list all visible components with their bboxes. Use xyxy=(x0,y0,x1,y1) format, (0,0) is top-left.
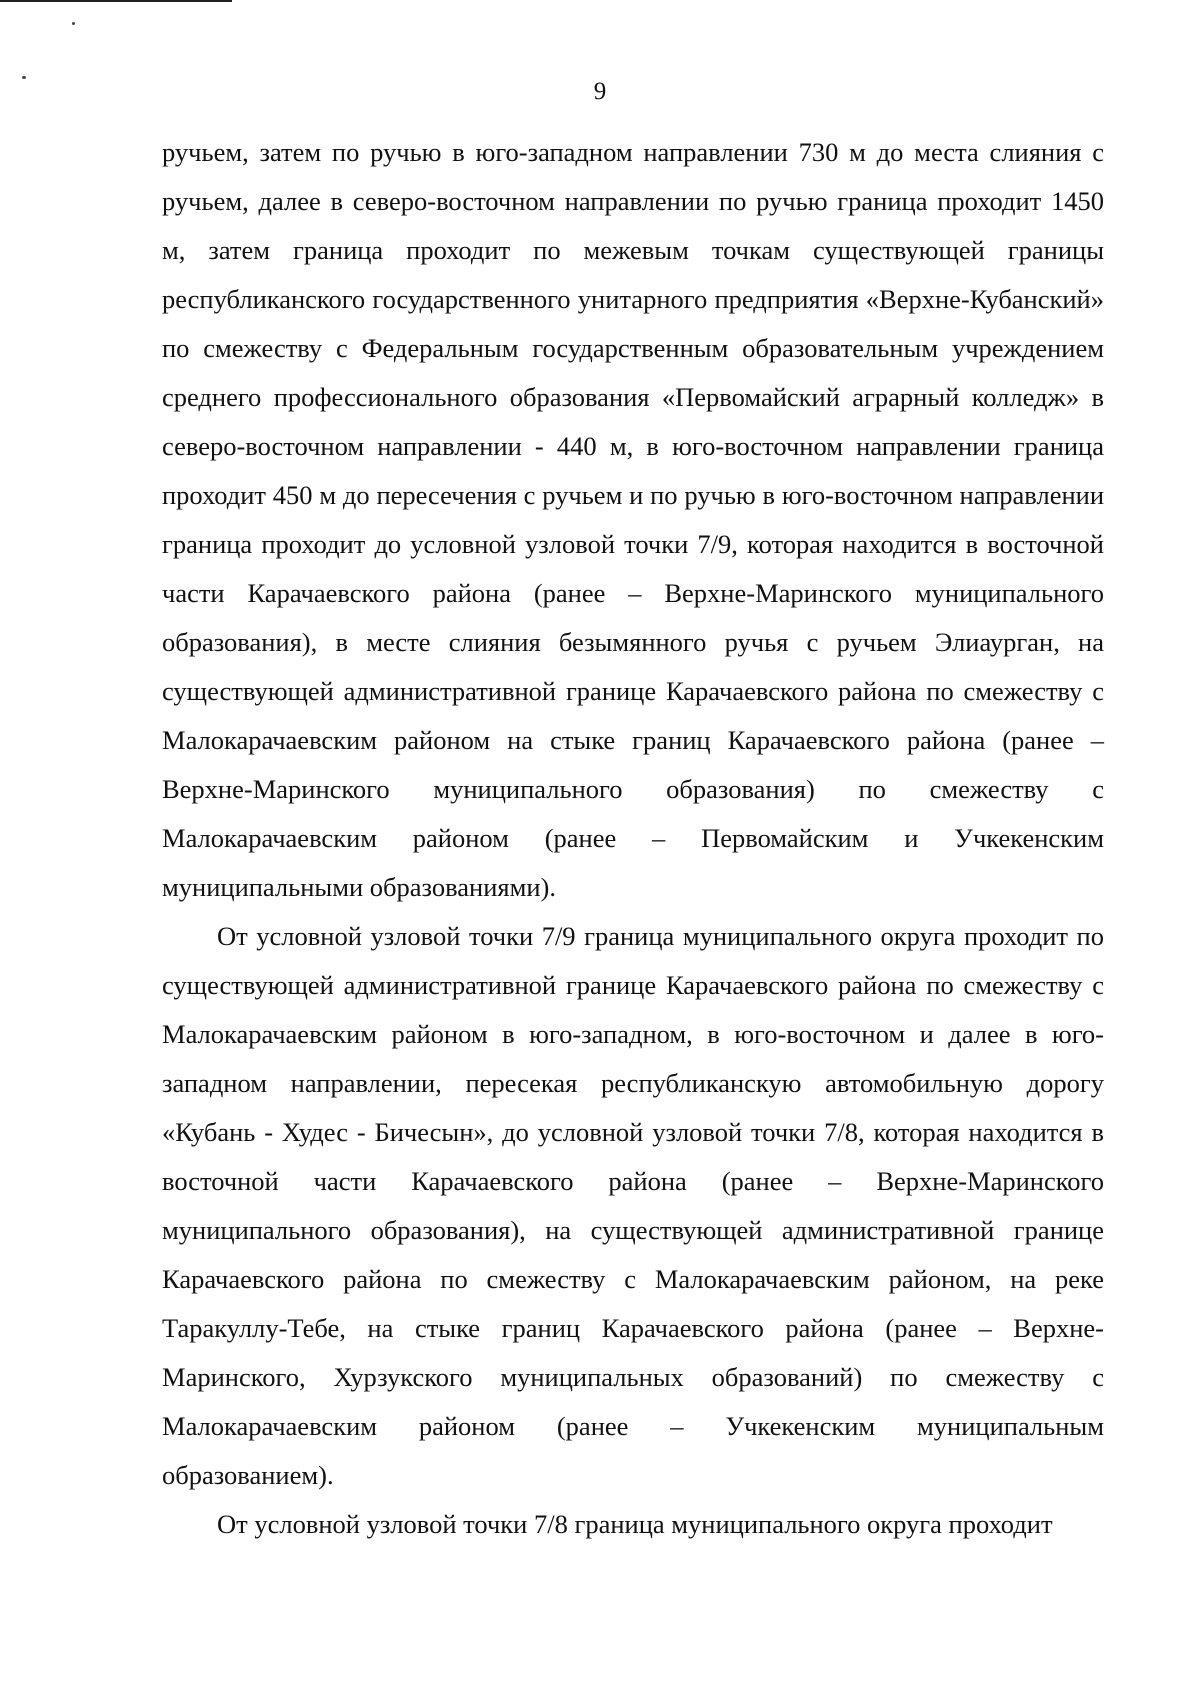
scan-edge-line xyxy=(0,0,232,2)
document-body xyxy=(162,128,1104,1549)
paragraph-point-7-9: От условной узловой точки 7/9 граница муниципального округа проходит по существующей административной границе Карачаевского района по смежеству с Малокарачаевским районом в юго-западном, в юго-восточном и далее в юго-западном направлении, пересекая республиканскую автомобильную дорогу «Кубань - Худес - Бичесын», до условной узловой точки 7/8, которая находится в восточной части Карачаевского района (ранее – Верхне-Маринского муниципального образования), на существующей административной границе Карачаевского района по смежеству с Малокарачаевским районом, на реке Таракуллу-Тебе, на стыке границ Карачаевского района (ранее – Верхне-Маринского, Хурзукского муниципальных образований) по смежеству с Малокарачаевским районом (ранее – Учкекенским муниципальным образованием). xyxy=(162,921,1104,1490)
paragraph-point-7-8: От условной узловой точки 7/8 граница муниципального округа проходит xyxy=(217,1509,1053,1539)
scan-speck xyxy=(72,22,75,25)
page-number: 9 xyxy=(593,78,607,105)
paragraph-continuation: ручьем, затем по ручью в юго-западном направлении 730 м до места слияния с ручьем, далее в северо-восточном направлении по ручью граница проходит 1450 м, затем граница проходит по межевым точкам существующей границы республиканского государственного унитарного предприятия «Верхне-Кубанский» по смежеству с Федеральным государственным образовательным учреждением среднего профессионального образования «Первомайский аграрный колледж» в северо-восточном направлении - 440 м, в юго-восточном направлении граница проходит 450 м до пересечения с ручьем и по ручью в юго-восточном направлении граница проходит до условной узловой точки 7/9, которая находится в восточной части Карачаевского района (ранее – Верхне-Маринского муниципального образования), в месте слияния безымянного ручья с ручьем Элиаурган, на существующей административной границе Карачаевского района по смежеству с Малокарачаевским районом на стыке границ Карачаевского района (ранее – Верхне-Маринского муниципального образования) по смежеству с Малокарачаевским районом (ранее – Первомайским и Учкекенским муниципальными образованиями). xyxy=(162,137,1104,902)
